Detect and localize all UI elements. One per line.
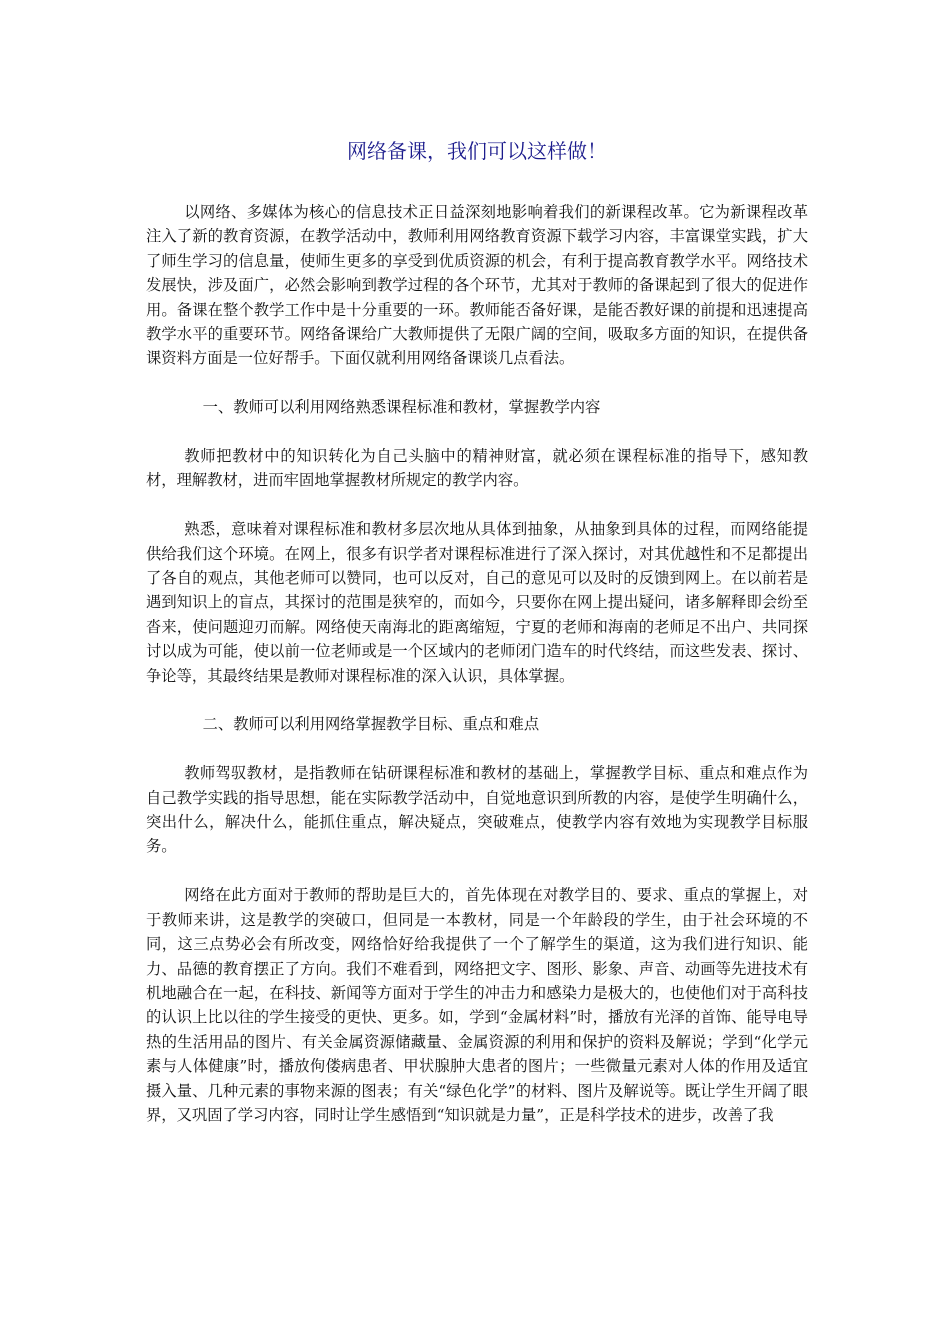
page-title: 网络备课，我们可以这样做！	[347, 139, 607, 163]
paragraph: 教师驾驭教材，是指教师在钻研课程标准和教材的基础上，掌握教学目标、重点和难点作为自己教学实践的指导思想，能在实际教学活动中，自觉地意识到所教的内容，是使学生明确什么，突出什么，解决什么，能抓住重点，解决疑点，突破难点，使教学内容有效地为实现教学目标服务。	[146, 764, 808, 856]
section-heading-2: 二、教师可以利用网络掌握教学目标、重点和难点	[202, 715, 540, 734]
paragraph: 网络在此方面对于教师的帮助是巨大的，首先体现在对教学目的、要求、重点的掌握上，对于教师来讲，这是教学的突破口，但同是一本教材，同是一个年龄段的学生，由于社会环境的不同，这三点势必会有所改变，网络恰好给我提供了一个了解学生的渠道，这为我们进行知识、能力、品德的教育摆正了方向。我们不难看到，网络把文字、图形、影象、声音、动画等先进技术有机地融合在一起，在科技、新闻等方面对于学生的冲击力和感染力是极大的，也使他们对于高科技的认识上比以往的学生接受的更快、更多。如，学到“金属材料”时，播放有光泽的首饰、能导电导热的生活用品的图片、有关金属资源储藏量、金属资源的利用和保护的资料及解说；学到“化学元素与人体健康”时，播放佝偻病患者、甲状腺肿大患者的图片；一些微量元素对人体的作用及适宜摄入量、几种元素的事物来源的图表；有关“绿色化学”的材料、图片及解说等。既让学生开阔了眼界，又巩固了学习内容，同时让学生感悟到“知识就是力量”，正是科学技术的进步，改善了我	[146, 886, 808, 1124]
paragraph: 熟悉，意味着对课程标准和教材多层次地从具体到抽象，从抽象到具体的过程，而网络能提供给我们这个环境。在网上，很多有识学者对课程标准进行了深入探讨，对其优越性和不足都提出了各自的观点，其他老师可以赞同，也可以反对，自己的意见可以及时的反馈到网上。在以前若是遇到知识上的盲点，其探讨的范围是狭窄的，而如今，只要你在网上提出疑问，诸多解释即会纷至沓来，使问题迎刃而解。网络使天南海北的距离缩短，宁夏的老师和海南的老师足不出户、共同探讨以成为可能，使以前一位老师或是一个区域内的老师闭门造车的时代终结，而这些发表、探讨、争论等，其最终结果是教师对课程标准的深入认识，具体掌握。	[146, 520, 808, 685]
paragraph-intro: 以网络、多媒体为核心的信息技术正日益深刻地影响着我们的新课程改革。它为新课程改革注入了新的教育资源，在教学活动中，教师利用网络教育资源下载学习内容，丰富课堂实践，扩大了师生学习的信息量，使师生更多的享受到优质资源的机会，有利于提高教育教学水平。网络技术发展快，涉及面广，必然会影响到教学过程的各个环节，尤其对于教师的备课起到了很大的促进作用。备课在整个教学工作中是十分重要的一环。教师能否备好课，是能否教好课的前提和迅速提高教学水平的重要环节。网络备课给广大教师提供了无限广阔的空间，吸取多方面的知识，在提供备课资料方面是一位好帮手。下面仅就利用网络备课谈几点看法。	[146, 203, 808, 368]
paragraph: 教师把教材中的知识转化为自己头脑中的精神财富，就必须在课程标准的指导下，感知教材，理解教材，进而牢固地掌握教材所规定的教学内容。	[146, 447, 808, 490]
document-body	[146, 200, 808, 1152]
section-heading-1: 一、教师可以利用网络熟悉课程标准和教材，掌握教学内容	[202, 398, 601, 417]
